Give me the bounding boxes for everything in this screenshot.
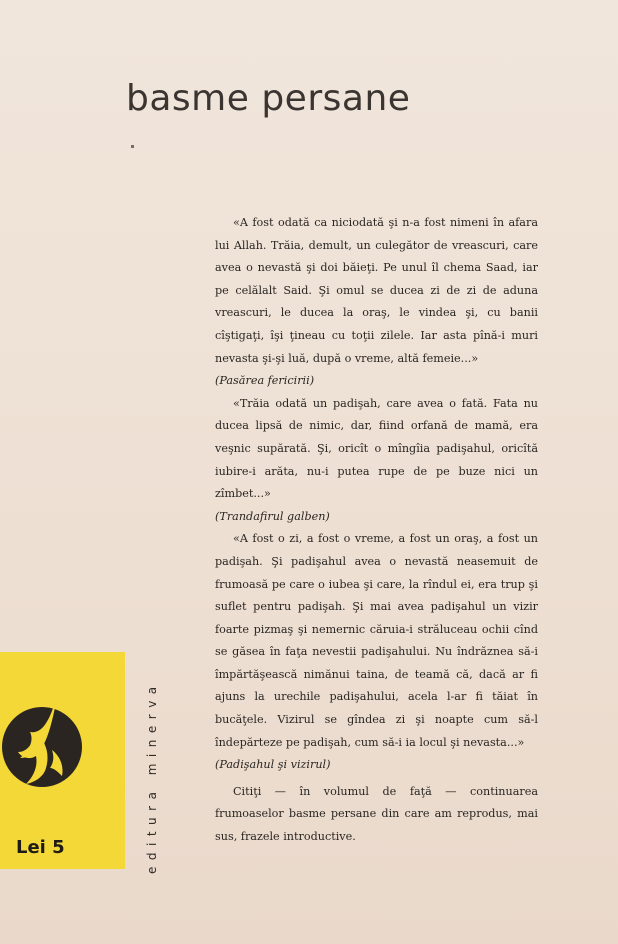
- price-sticker: [0, 652, 125, 869]
- price-label: Lei 5: [16, 837, 65, 858]
- excerpt-2-source: (Trandafirul galben): [215, 509, 330, 523]
- excerpt-3-source: (Padişahul şi vizirul): [215, 758, 331, 772]
- excerpt-1-source: (Pasărea fericirii): [215, 374, 315, 388]
- publisher-logo-icon: [0, 692, 96, 802]
- excerpt-block: [215, 212, 538, 849]
- excerpt-3-text: «A fost o zi, a fost o vreme, a fost un oraş, a fost un padişah. Şi padişahul avea o nevastă neasemuit de frumoasă pe care o iubea şi care, la rîndul ei, era trup şi suflet pentru padişah. Şi mai avea padişahul un vizir foarte pizmaş şi nemernic căruia-i străluceau ochii cînd se găsea în faţa nevestii padişahului. Nu îndrăznea să-i împărtăşească nimănui taina, de teamă că, dacă ar fi ajuns la urechile padişahului, acela l-ar fi tăiat în bucăţele. Vizirul se gîndea zi şi noapte cum să-l îndepărteze pe padişah, cum să-i ia locul şi nevasta...»: [215, 532, 538, 749]
- publisher-name: editura minerva: [145, 680, 159, 874]
- book-title: basme persane: [126, 78, 411, 119]
- closing-note: Citiţi — în volumul de faţă — continuarea frumoaselor basme persane din care am reprodus, mai sus, frazele introductive.: [215, 784, 538, 844]
- excerpt-2-text: «Trăia odată un padişah, care avea o fată. Fata nu ducea lipsă de nimic, dar, fiind orfană de mamă, era veşnic supărată. Şi, oricît o mîngîia padişahul, oricîtă iubire-i arăta, nu-i putea rupe de pe buze nici un zîmbet...»: [215, 396, 538, 501]
- printer-mark: [131, 145, 134, 148]
- excerpt-1-text: «A fost odată ca niciodată şi n-a fost nimeni în afara lui Allah. Trăia, demult, un culegător de vreascuri, care avea o nevastă şi doi băieţi. Pe unul îl chema Saad, iar pe celălalt Said. Şi omul se ducea zi de zi de aduna vreascuri, le ducea la oraş, le vindea şi, cu banii cîştigaţi, îşi ţineau cu toţii zilele. Iar asta pînă-i muri nevasta şi-şi luă, după o vreme, altă femeie...»: [215, 216, 538, 365]
